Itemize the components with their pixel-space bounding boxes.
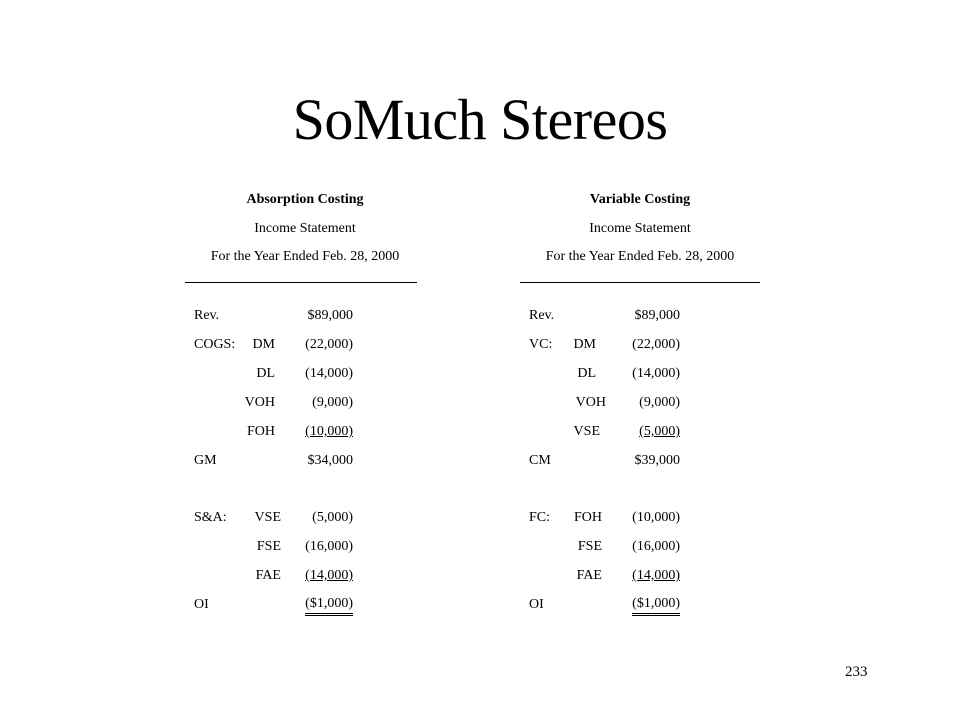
row-value: (22,000)	[632, 337, 680, 352]
row-sublabel: FAE	[576, 568, 602, 583]
row-label: S&A:	[194, 510, 227, 525]
statement-row	[520, 364, 760, 384]
row-label: FC:	[529, 510, 551, 525]
statement-row	[185, 422, 425, 442]
row-label: VC:	[529, 337, 553, 352]
statement-row	[520, 451, 760, 471]
statement-row	[520, 335, 760, 355]
row-value: ($1,000)	[632, 595, 680, 616]
row-value: $89,000	[307, 308, 353, 323]
row-value: (14,000)	[305, 568, 353, 583]
statement-row	[520, 595, 760, 615]
statement-heading: Absorption Costing	[246, 192, 364, 207]
row-value: (5,000)	[312, 510, 353, 525]
statement-row	[520, 306, 760, 326]
statement-row	[185, 537, 425, 557]
row-sublabel: VOH	[244, 395, 275, 410]
row-sublabel: DM	[573, 337, 596, 352]
statement-period: For the Year Ended Feb. 28, 2000	[545, 249, 735, 264]
row-sublabel: VSE	[573, 424, 600, 439]
statement-period: For the Year Ended Feb. 28, 2000	[210, 249, 400, 264]
header-divider	[520, 282, 760, 283]
row-sublabel: DM	[252, 337, 275, 352]
statement-row	[185, 335, 425, 355]
statement-row	[520, 422, 760, 442]
row-value: (9,000)	[639, 395, 680, 410]
row-value: (9,000)	[312, 395, 353, 410]
row-value: (10,000)	[632, 510, 680, 525]
statement-row	[185, 508, 425, 528]
row-value: (5,000)	[639, 424, 680, 439]
statement-row	[520, 566, 760, 586]
row-label: Rev.	[529, 308, 555, 323]
row-value: (14,000)	[632, 568, 680, 583]
row-label: OI	[194, 597, 209, 612]
row-sublabel: VOH	[575, 395, 606, 410]
row-value: (14,000)	[632, 366, 680, 381]
statement-row	[185, 595, 425, 615]
row-sublabel: FAE	[255, 568, 281, 583]
row-value: (16,000)	[632, 539, 680, 554]
page-number: 233	[845, 664, 868, 680]
statement-row	[520, 508, 760, 528]
statement-row	[185, 566, 425, 586]
statement-row	[520, 393, 760, 413]
row-sublabel: VSE	[254, 510, 281, 525]
row-value: (14,000)	[305, 366, 353, 381]
absorption-costing-statement	[185, 186, 425, 612]
row-value: (10,000)	[305, 424, 353, 439]
row-value: (22,000)	[305, 337, 353, 352]
statement-row	[185, 393, 425, 413]
row-label: COGS:	[194, 337, 236, 352]
row-sublabel: FOH	[573, 510, 602, 525]
statement-subheading: Income Statement	[589, 220, 691, 236]
row-label: CM	[529, 453, 551, 468]
row-label: Rev.	[194, 308, 220, 323]
row-label: GM	[194, 453, 217, 468]
row-value: $89,000	[634, 308, 680, 323]
statement-heading: Variable Costing	[589, 192, 691, 207]
statement-row	[520, 537, 760, 557]
statement-subheading: Income Statement	[254, 220, 356, 236]
row-sublabel: FOH	[246, 424, 275, 439]
row-value: ($1,000)	[305, 595, 353, 616]
header-divider	[185, 282, 417, 283]
row-sublabel: FSE	[256, 539, 281, 554]
statement-row	[185, 306, 425, 326]
row-sublabel: FSE	[577, 539, 602, 554]
row-value: (16,000)	[305, 539, 353, 554]
row-label: OI	[529, 597, 544, 612]
row-sublabel: DL	[256, 366, 275, 381]
slide-title: SoMuch Stereos	[292, 87, 668, 152]
row-value: $39,000	[634, 453, 680, 468]
row-sublabel: DL	[577, 366, 596, 381]
statement-row	[185, 451, 425, 471]
statement-row	[185, 364, 425, 384]
row-value: $34,000	[307, 453, 353, 468]
variable-costing-statement	[520, 186, 760, 612]
